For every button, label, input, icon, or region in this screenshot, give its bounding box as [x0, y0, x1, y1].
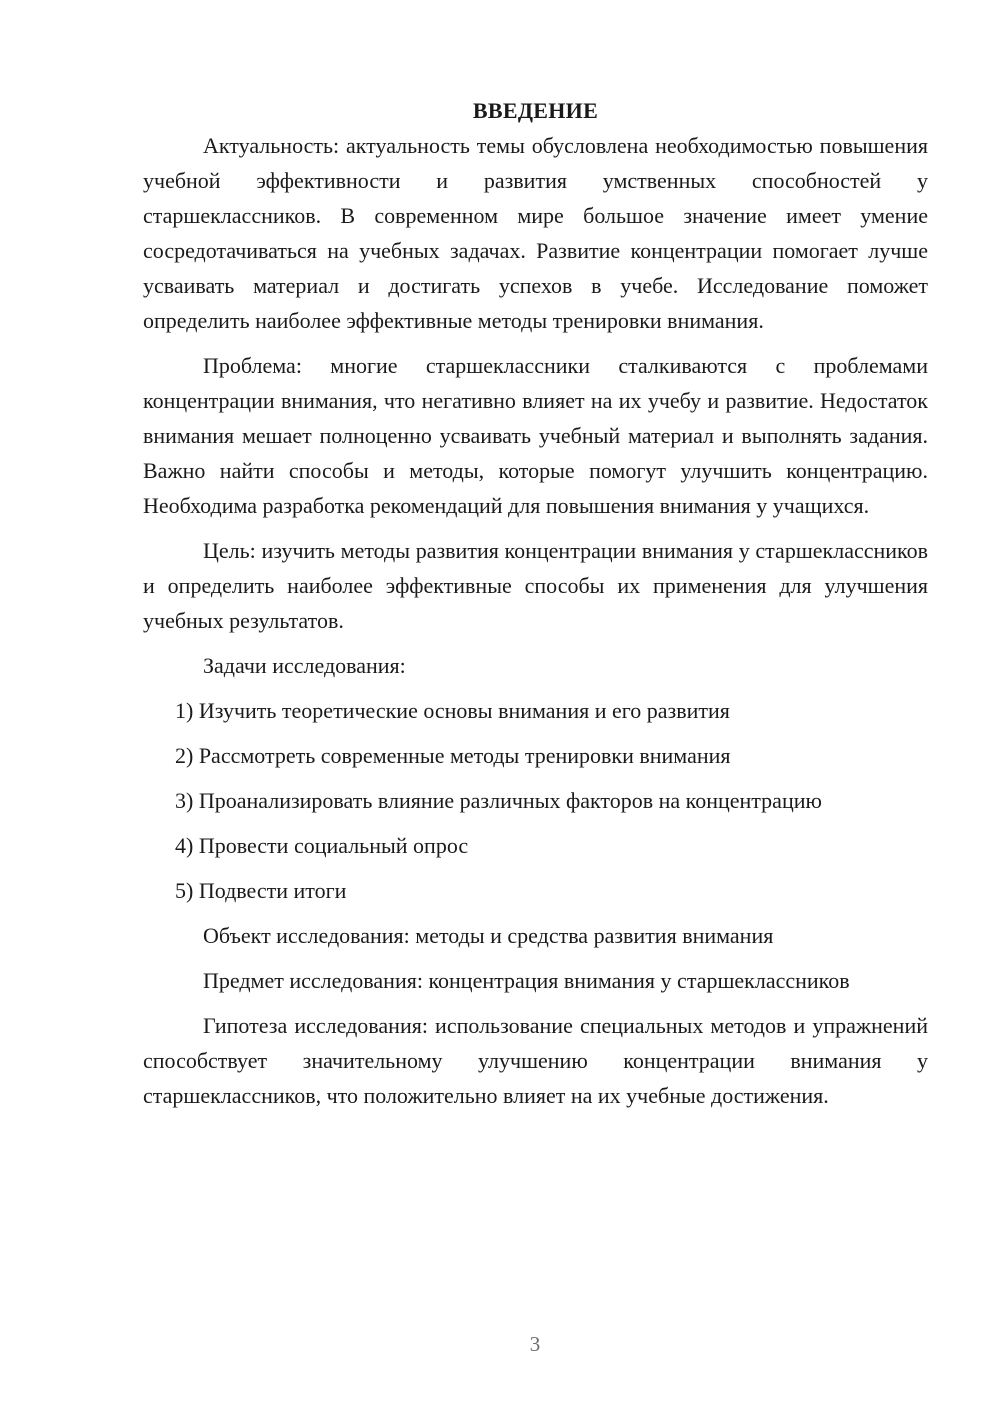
task-item: 5) Подвести итоги — [175, 878, 347, 903]
task-item: 4) Провести социальный опрос — [175, 833, 469, 858]
document-page — [143, 93, 928, 1123]
tasks-heading: Задачи исследования: — [203, 653, 406, 678]
tasks-list — [143, 693, 928, 908]
task-item: 1) Изучить теоретические основы внимания и его развития — [175, 698, 730, 723]
task-item: 2) Рассмотреть современные методы тренировки внимания — [175, 743, 731, 768]
paragraph-relevance: Актуальность: актуальность темы обусловлена необходимостью повышения учебной эффективности и развития умственных способностей у старшеклассников. В современном мире большое значение имеет умение сосредотачиваться на учебных задачах. Развитие концентрации помогает лучше усваивать материал и достигать успехов в учебе. Исследование поможет определить наиболее эффективные методы тренировки внимания. — [143, 133, 928, 333]
task-item: 3) Проанализировать влияние различных факторов на концентрацию — [175, 788, 822, 813]
paragraph-object: Объект исследования: методы и средства развития внимания — [203, 923, 774, 948]
paragraph-hypothesis: Гипотеза исследования: использование специальных методов и упражнений способствует значительному улучшению концентрации внимания у старшеклассников, что положительно влияет на их учебные достижения. — [143, 1013, 928, 1108]
document-title: ВВЕДЕНИЕ — [472, 98, 599, 123]
paragraph-problem: Проблема: многие старшеклассники сталкиваются с проблемами концентрации внимания, что негативно влияет на их учебу и развитие. Недостаток внимания мешает полноценно усваивать учебный материал и выполнять задания. Важно найти способы и методы, которые помогут улучшить концентрацию. Необходима разработка рекомендаций для повышения внимания у учащихся. — [143, 353, 928, 518]
paragraph-goal: Цель: изучить методы развития концентрации внимания у старшеклассников и определить наиболее эффективные способы их применения для улучшения учебных результатов. — [143, 538, 928, 633]
paragraph-subject: Предмет исследования: концентрация внимания у старшеклассников — [203, 968, 850, 993]
page-number: 3 — [529, 1332, 541, 1356]
